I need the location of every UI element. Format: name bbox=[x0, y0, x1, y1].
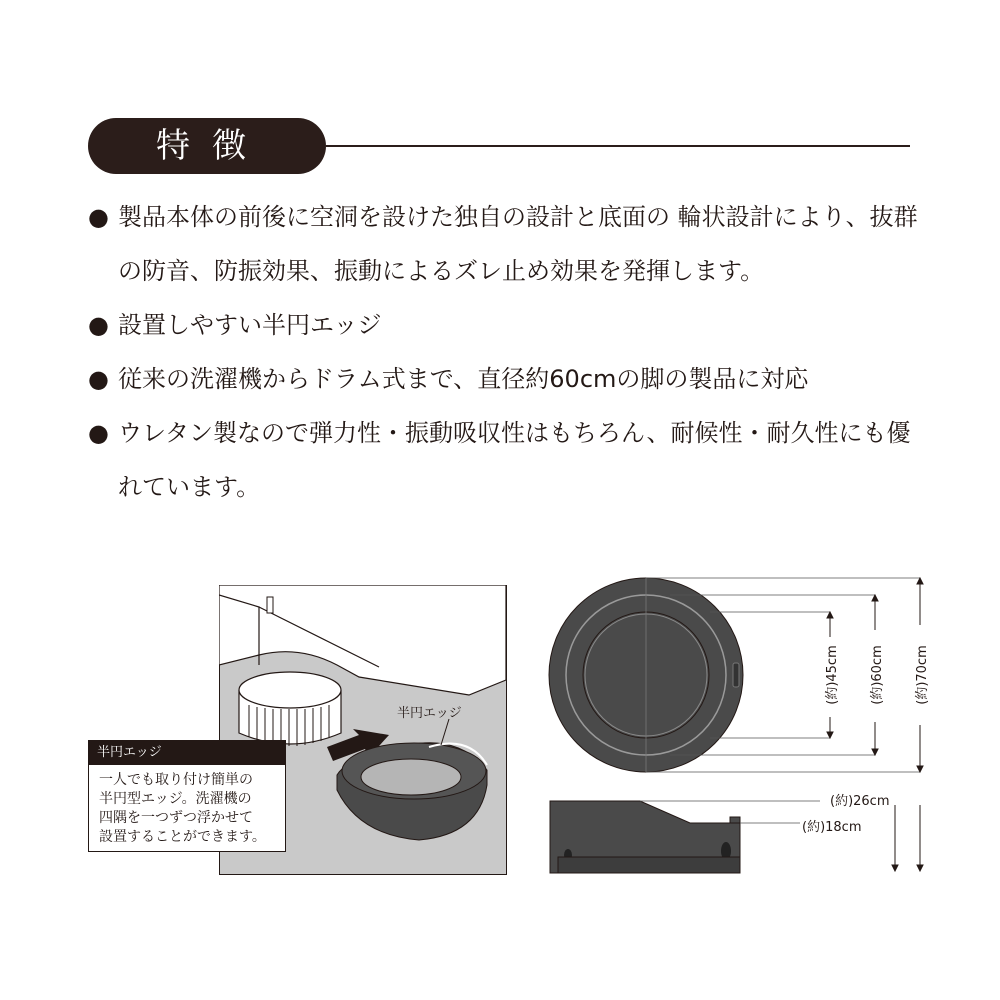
feature-text: 製品本体の前後に空洞を設けた独自の設計と底面の 輪状設計により、抜群の防音、防振効果、振動によるズレ止め効果を発揮します。 bbox=[118, 203, 918, 285]
callout-line: 設置することができます。 bbox=[99, 829, 266, 845]
bullet-icon: ● bbox=[88, 203, 109, 231]
feature-text: 従来の洗濯機からドラム式まで、直径約60cmの脚の製品に対応 bbox=[118, 365, 809, 393]
heading-divider bbox=[326, 145, 910, 147]
height-18-label: (約)18cm bbox=[802, 820, 862, 835]
callout-body bbox=[89, 765, 285, 851]
dim-70-label: (約)70cm bbox=[915, 645, 930, 705]
bullet-icon: ● bbox=[88, 365, 109, 393]
edge-label: 半円エッジ bbox=[397, 706, 462, 721]
callout-box bbox=[88, 740, 286, 852]
dim-45-label: (約)45cm bbox=[825, 645, 840, 705]
feature-text: ウレタン製なので弾力性・振動吸収性はもちろん、耐候性・耐久性にも優れています。 bbox=[118, 419, 911, 501]
dim-60-label: (約)60cm bbox=[870, 645, 885, 705]
feature-item bbox=[88, 298, 928, 352]
feature-list bbox=[88, 190, 928, 514]
callout-line: 四隅を一つずつ浮かせて bbox=[99, 810, 253, 826]
feature-text: 設置しやすい半円エッジ bbox=[118, 311, 382, 339]
bullet-icon: ● bbox=[88, 311, 109, 339]
feature-item bbox=[88, 352, 928, 406]
machine-foot bbox=[239, 672, 341, 746]
height-26-label: (約)26cm bbox=[830, 794, 890, 809]
pad-top-view bbox=[549, 578, 743, 772]
bullet-icon: ● bbox=[88, 419, 109, 447]
dimension-diagram bbox=[540, 575, 940, 885]
pad-side-view bbox=[550, 801, 740, 873]
feature-item bbox=[88, 190, 928, 298]
section-title: 特徴 bbox=[156, 126, 268, 166]
callout-line: 半円型エッジ。洗濯機の bbox=[99, 791, 252, 807]
section-heading bbox=[88, 118, 326, 174]
callout-line: 一人でも取り付け簡単の bbox=[99, 772, 253, 788]
feature-item bbox=[88, 406, 928, 514]
callout-title: 半円エッジ bbox=[89, 741, 285, 765]
